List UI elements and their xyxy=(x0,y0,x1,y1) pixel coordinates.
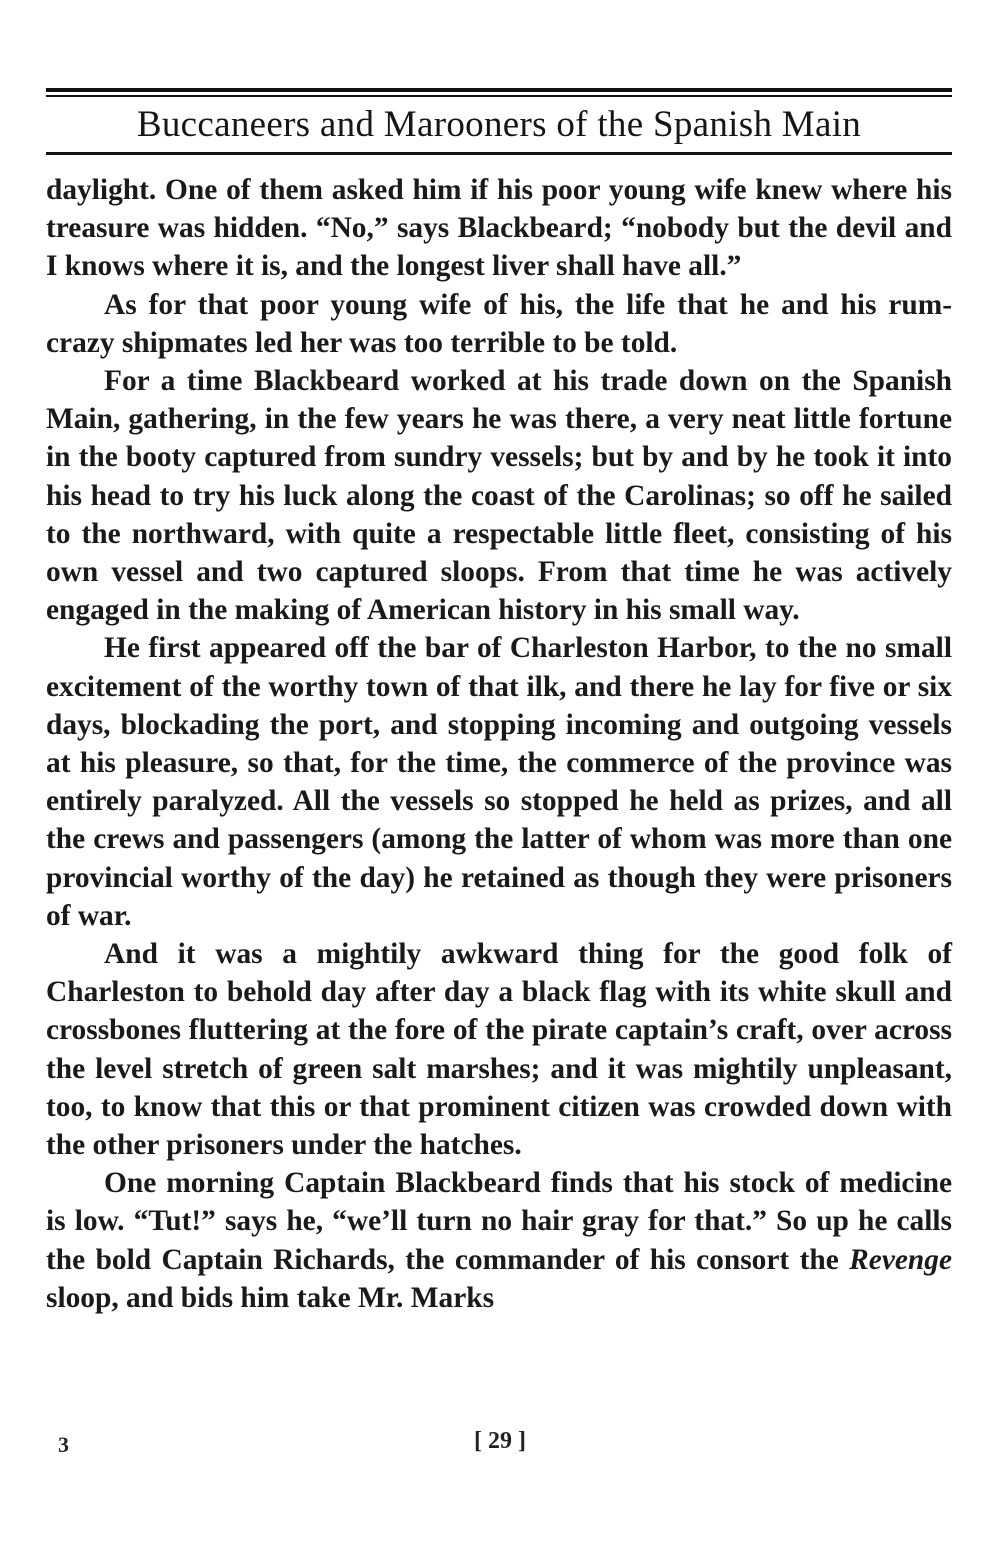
signature-mark: 3 xyxy=(58,1432,69,1457)
paragraph: He first appeared off the bar of Charleston Harbor, to the no small excitement of the worthy town of that ilk, and there he lay for five or six days, blockading the port, and stopping incoming and outgoing vessels at his pleasure, so that, for the time, the commerce of the province was entirely paralyzed. All the vessels so stopped he held as prizes, and all the crews and passengers (among the latter of whom was more than one provincial worthy of the day) he retained as though they were prisoners of war. xyxy=(46,632,952,932)
paragraph: daylight. One of them asked him if his poor young wife knew where his treasure was hidden. “No,” says Blackbeard; “nobody but the devil and I knows where it is, and the longest liver shall have all.” xyxy=(46,174,952,283)
paragraph-text: sloop, and bids him take Mr. Marks xyxy=(46,1281,495,1314)
paragraph-text: One morning Captain Blackbeard finds that his stock of medicine is low. “Tut!” says he, “we’ll turn no hair gray for that.” So up he calls the bold Captain Richards, the commander of his consort the xyxy=(46,1167,952,1276)
ship-name-italic: Revenge xyxy=(849,1243,952,1276)
header-rule-bottom xyxy=(46,152,952,155)
paragraph: For a time Blackbeard worked at his trade down on the Spanish Main, gathering, in the few years he was there, a very neat little fortune in the booty captured from sundry vessels; but by and by he took it into his head to try his luck along the coast of the Carolinas; so off he sailed to the northward, with quite a respectable little fleet, consisting of his own vessel and two captured sloops. From that time he was actively engaged in the making of American history in his small way. xyxy=(46,365,952,627)
page-number: [ 29 ] xyxy=(474,1428,526,1454)
paragraph-last xyxy=(46,1164,952,1317)
header-rule-thin xyxy=(46,95,952,97)
header-rule-thick xyxy=(46,88,952,92)
body-text xyxy=(46,171,952,1317)
running-head: Buccaneers and Marooners of the Spanish Main xyxy=(136,104,862,145)
paragraph: As for that poor young wife of his, the life that he and his rum-crazy shipmates led her was too terrible to be told. xyxy=(46,288,952,359)
paragraph: And it was a mightily awkward thing for the good folk of Charleston to behold day after day a black flag with its white skull and crossbones fluttering at the fore of the pirate captain’s craft, over across the level stretch of green salt marshes; and it was mightily unpleasant, too, to know that this or that prominent citizen was crowded down with the other prisoners under the hatches. xyxy=(46,938,952,1162)
